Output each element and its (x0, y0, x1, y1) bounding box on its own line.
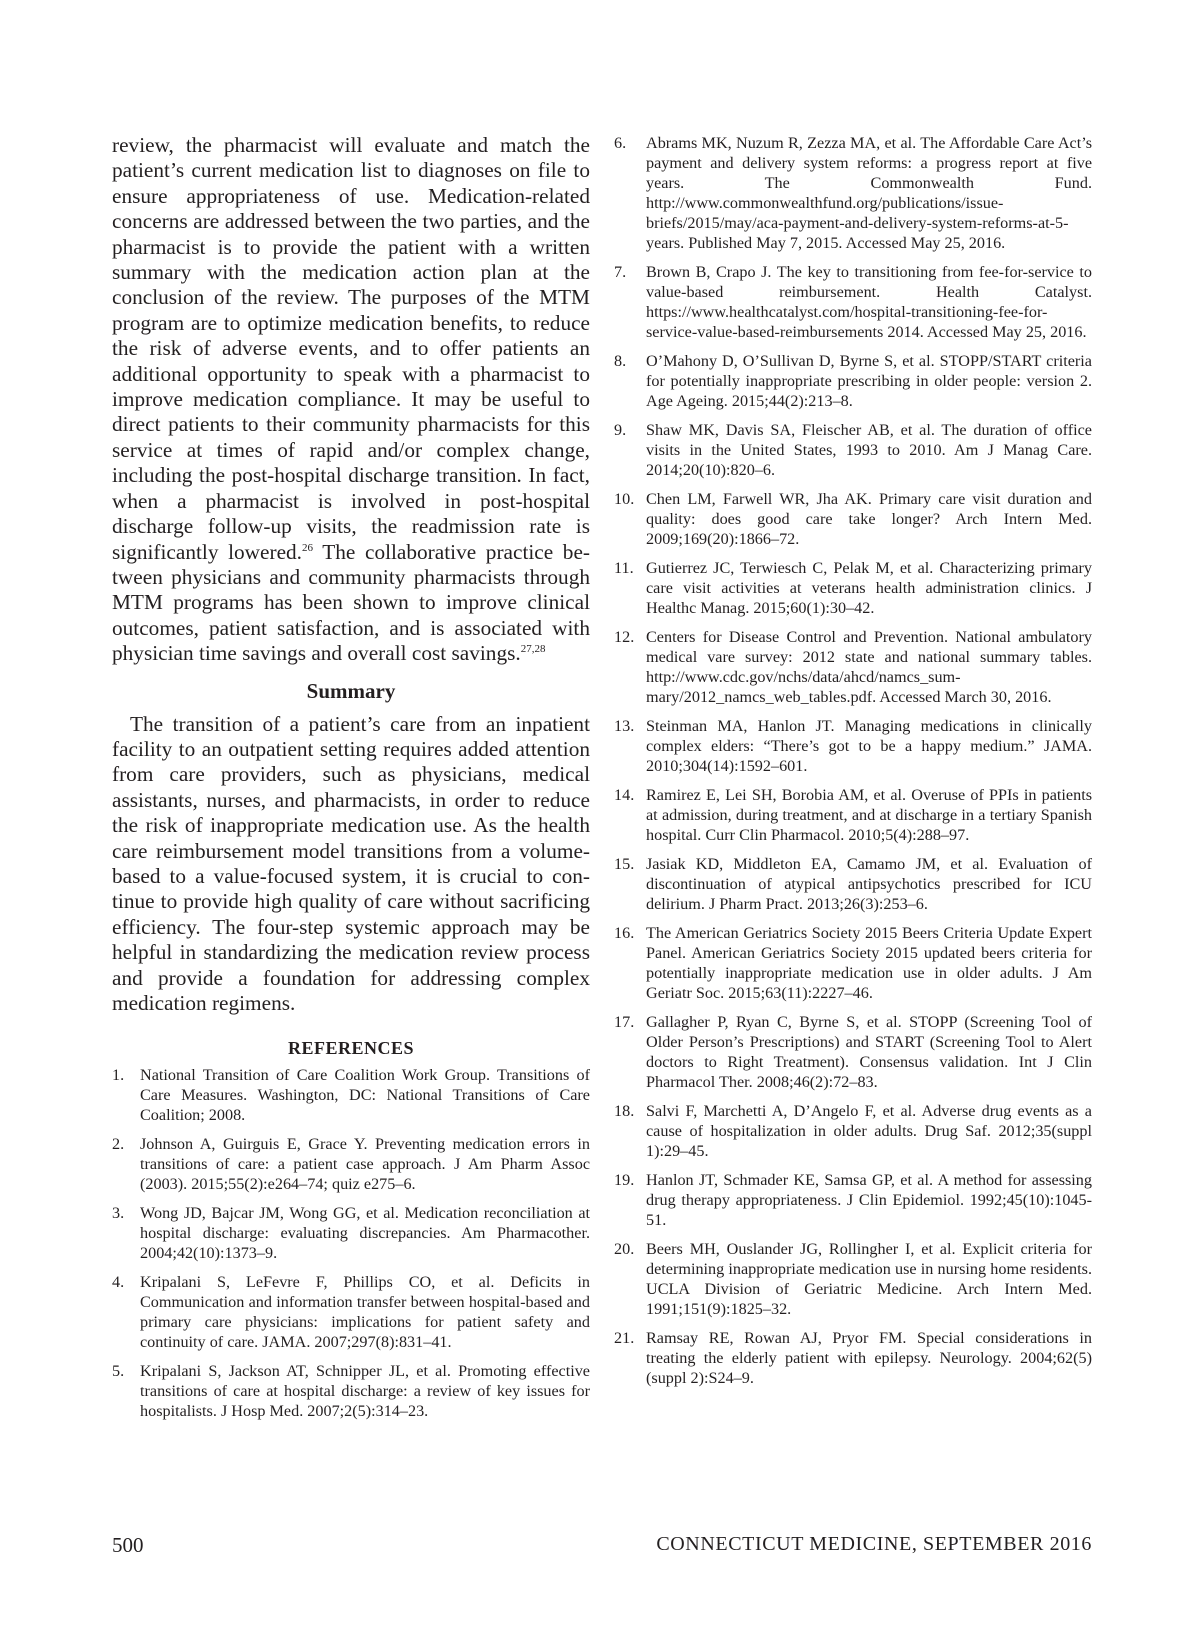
reference-item: 3. Wong JD, Bajcar JM, Wong GG, et al. Medication reconciliation at hospital discharge: evaluating discrepancies. Am Pharmacother. 2004;42(10):1373–9. (112, 1204, 590, 1263)
summary-text: The transition of a patient’s care from an inpatient facility to an outpatient setting requires added attention from care providers, such as physicians, medical assistants, nurses, and pharmacists, in order to reduce the risk of inappropriate medication use. As the health care reimbursement model transitions from a volume-based to a value-focused system, it is crucial to continue to provide high quality of care without sacrificing efficiency. The four-step systemic approach may be helpful in standardizing the medication review process and provide a foundation for addressing complex medication regimens. (112, 711, 590, 1015)
reference-list-left (112, 1065, 590, 1421)
reference-item: 16. The American Geriatrics Society 2015 Beers Criteria Update Expert Panel. American Geriatrics Society 2015 updated beers criteria for potentially inappropriate medication use in older adults. J Am Geriatr Soc. 2015;63(11):2227–46. (614, 924, 1092, 1002)
citation-superscript: 27,28 (520, 643, 546, 656)
journal-footer: CONNECTICUT MEDICINE, SEPTEMBER 2016 (656, 1533, 1092, 1555)
reference-item: 14. Ramirez E, Lei SH, Borobia AM, et al. Overuse of PPIs in patients at admission, during treatment, and at discharge in a tertiary Spanish hospital. Curr Clin Pharmacol. 2010;5(4):288–97. (614, 786, 1092, 844)
reference-item: 17. Gallagher P, Ryan C, Byrne S, et al. STOPP (Screening Tool of Older Person’s Prescriptions) and START (Screening Tool to Alert doctors to Right Treatment). Consensus validation. Int J Clin Pharmacol Ther. 2008;46(2):72–83. (614, 1013, 1092, 1091)
reference-item: 5. Kripalani S, Jackson AT, Schnipper JL, et al. Promoting effective transitions of care at hospital discharge: a review of key issues for hospitalists. J Hosp Med. 2007;2(5):314–23. (112, 1362, 590, 1421)
summary-heading: Summary (306, 678, 396, 703)
reference-item: 9. Shaw MK, Davis SA, Fleischer AB, et al. The duration of office visits in the United States, 1993 to 2010. Am J Manag Care. 2014;20(10):820–6. (614, 421, 1092, 479)
reference-item: 2. Johnson A, Guirguis E, Grace Y. Preventing medication errors in transitions of care: a patient case approach. J Am Pharm Assoc (2003). 2015;55(2):e264–74; quiz e275–6. (112, 1135, 590, 1194)
page-number: 500 (112, 1533, 144, 1557)
reference-item: 7. Brown B, Crapo J. The key to transitioning from fee-for-service to value-based reimbursement. Health Catalyst. https://www.healthcatalyst.com/hospital-transitioning-fee-for-service-value-based-reimbursements 2014. Accessed May 25, 2016. (614, 263, 1092, 341)
references-heading: REFERENCES (287, 1038, 415, 1059)
left-column (112, 133, 590, 1430)
reference-item: 21. Ramsay RE, Rowan AJ, Pryor FM. Special considerations in treating the elderly patient with epilepsy. Neurology. 2004;62(5)(suppl 2):S24–9. (614, 1329, 1092, 1387)
paragraph-text: The collaborative practice between physicians and community pharmacists through MTM programs has been shown to improve clinical outcomes, patient satisfaction, and is associated with physician time savings and overall cost savings. (112, 539, 591, 666)
reference-item: 4. Kripalani S, LeFevre F, Phillips CO, et al. Deficits in Communication and information transfer between hospital-based and primary care physicians: implications for patient safety and continuity of care. JAMA. 2007;297(8):831–41. (112, 1273, 590, 1352)
reference-item: 13. Steinman MA, Hanlon JT. Managing medications in clinically complex elders: “There’s got to be a happy medium.” JAMA. 2010;304(14):1592–601. (614, 717, 1092, 775)
reference-item: 19. Hanlon JT, Schmader KE, Samsa GP, et al. A method for assessing drug therapy appropriateness. J Clin Epidemiol. 1992;45(10):1045-51. (614, 1171, 1092, 1229)
reference-item: 15. Jasiak KD, Middleton EA, Camamo JM, et al. Evaluation of discontinuation of atypical antipsychotics prescribed for ICU delirium. J Pharm Pract. 2013;26(3):253–6. (614, 855, 1092, 913)
reference-item: 20. Beers MH, Ouslander JG, Rollingher I, et al. Explicit criteria for determining inappropriate medication use in nursing home residents. UCLA Division of Geriatric Medicine. Arch Intern Med. 1991;151(9):1825–32. (614, 1240, 1092, 1318)
reference-item: 8. O’Mahony D, O’Sullivan D, Byrne S, et al. STOPP/START criteria for potentially inappropriate prescribing in older people: version 2. Age Ageing. 2015;44(2):213–8. (614, 352, 1092, 410)
citation-superscript: 26 (302, 541, 314, 554)
paragraph-text: review, the pharmacist will evaluate and match the patient’s current medication list to diagnoses on file to ensure appropriateness of use. Medication-related concerns are addressed between the two parties, and the pharmacist is to provide the patient with a written summary with the medication action plan at the conclusion of the review. The purposes of the MTM program are to optimize medication benefits, to reduce the risk of adverse events, and to offer patients an additional opportunity to speak with a pharmacist to improve medication compliance. It may be useful to direct patients to their community pharmacists for this service at times of rapid and/or complex change, including the post-hospital discharge transition. In fact, when a pharmacist is involved in post-hospital discharge follow-up visits, the readmission rate is significantly lowered. (112, 133, 590, 564)
reference-item: 12. Centers for Disease Control and Prevention. National ambulatory medical vare survey: 2012 state and national summary tables. http://www.cdc.gov/nchs/data/ahcd/namcs_summary/2012_namcs_web_tables.pdf. Accessed March 30, 2016. (614, 628, 1092, 706)
summary-paragraph (112, 712, 590, 1017)
reference-item: 6. Abrams MK, Nuzum R, Zezza MA, et al. The Affordable Care Act’s payment and delivery system reforms: a progress report at five years. The Commonwealth Fund. http://www.commonwealthfund.org/publications/issue-briefs/2015/may/aca-payment-and-delivery-system-reforms-at-5-years. Published May 7, 2015. Accessed May 25, 2016. (614, 134, 1092, 252)
reference-item: 18. Salvi F, Marchetti A, D’Angelo F, et al. Adverse drug events as a cause of hospitalization in older adults. Drug Saf. 2012;35(suppl 1):29–45. (614, 1102, 1092, 1160)
reference-item: 10. Chen LM, Farwell WR, Jha AK. Primary care visit duration and quality: does good care take longer? Arch Intern Med. 2009;169(20):1866–72. (614, 490, 1092, 548)
reference-list-right (614, 133, 1092, 1388)
reference-item: 1. National Transition of Care Coalition Work Group. Transitions of Care Measures. Washington, DC: National Transitions of Care Coalition; 2008. (112, 1066, 590, 1125)
right-column (614, 133, 1092, 1397)
body-paragraph (112, 133, 590, 667)
reference-item: 11. Gutierrez JC, Terwiesch C, Pelak M, et al. Characterizing primary care visit activities at veterans health administration clinics. J Healthc Manag. 2015;60(1):30–42. (614, 559, 1092, 617)
